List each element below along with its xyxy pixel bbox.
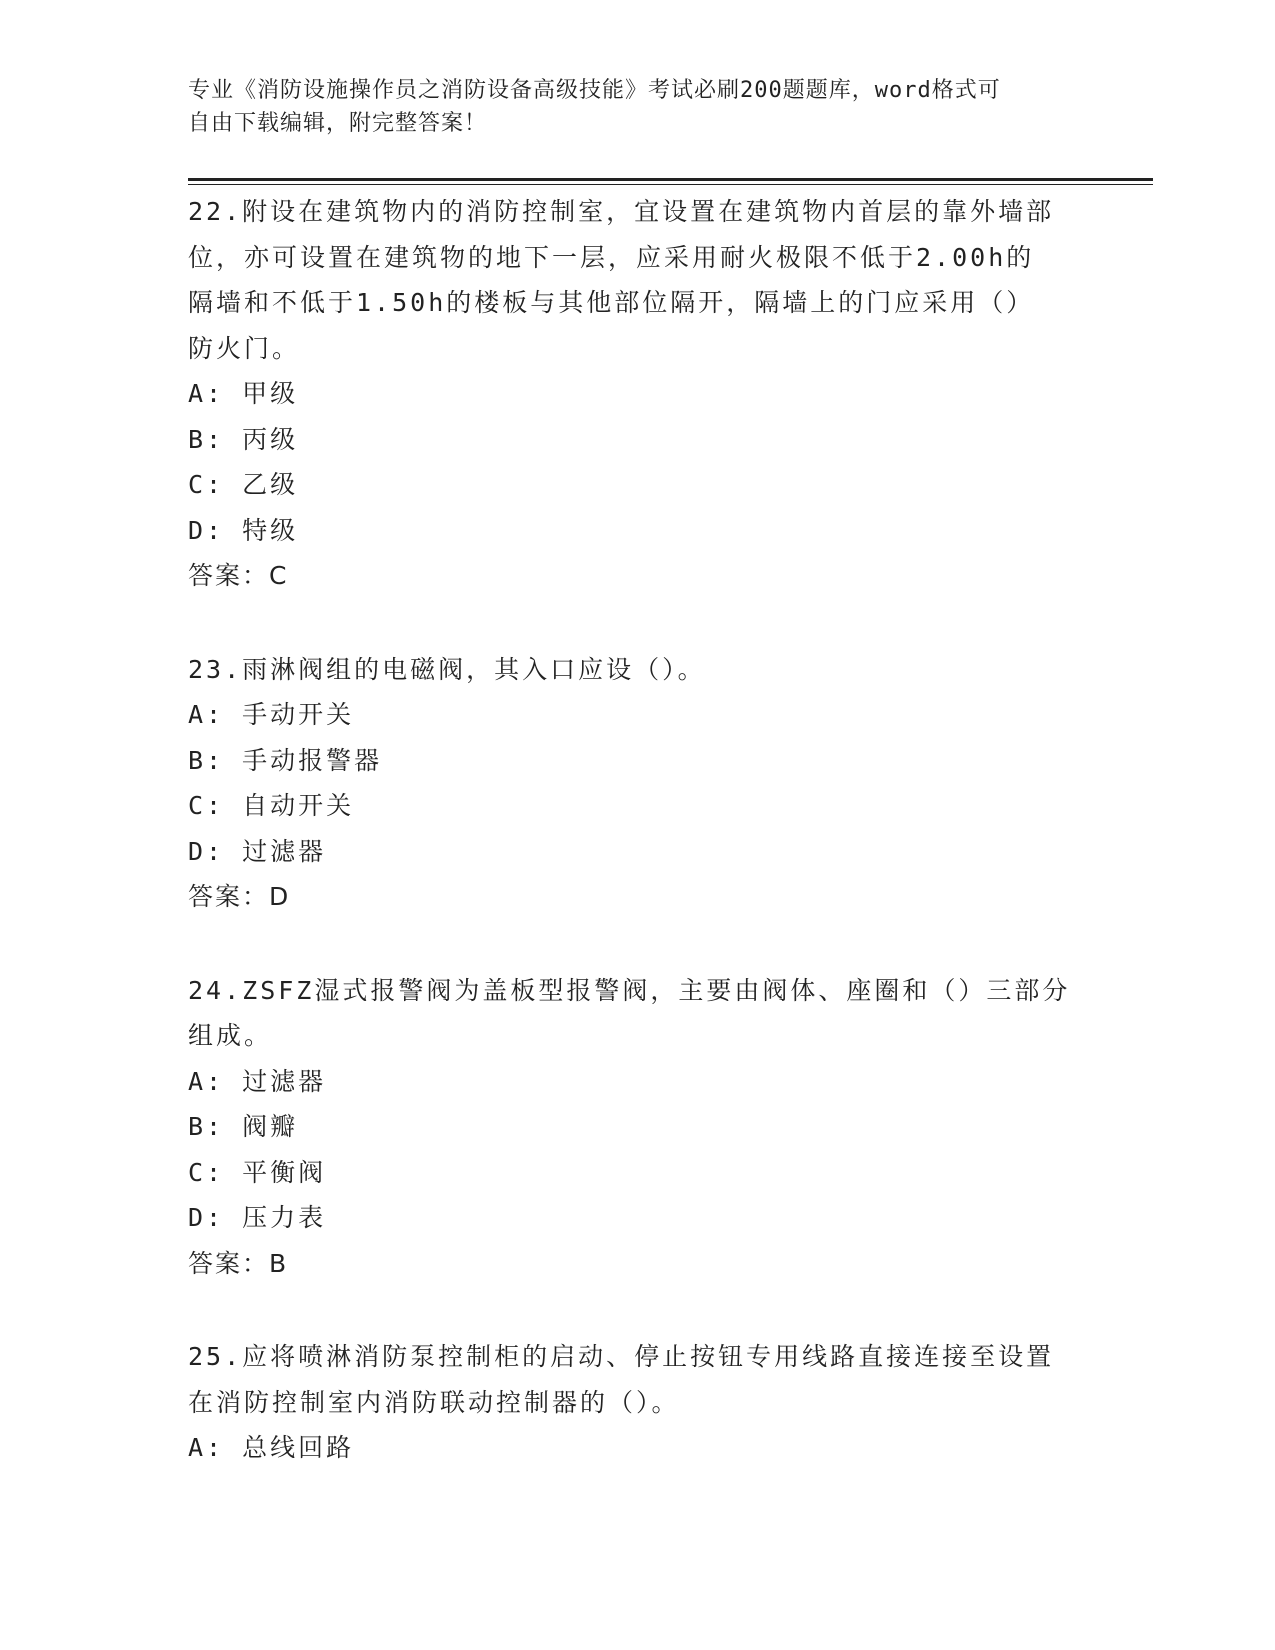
header-line-2: 自由下载编辑，附完整答案！ — [188, 111, 488, 136]
option-b: B: 手动报警器 — [188, 745, 383, 775]
option-a: A: 总线回路 — [188, 1433, 355, 1462]
question-stem-line: 23.雨淋阀组的电磁阀，其入口应设（）。 — [188, 654, 706, 684]
header-divider-thin — [188, 184, 1153, 185]
question-stem-line: 组成。 — [188, 1021, 273, 1050]
header-divider-thick — [188, 178, 1153, 181]
question-stem-line: 24.ZSFZ湿式报警阀为盖板型报警阀，主要由阀体、座圈和（）三部分 — [188, 975, 1071, 1005]
header-line-1: 专业《消防设施操作员之消防设备高级技能》考试必刷200题题库，word格式可 — [188, 78, 1001, 103]
question-25 — [188, 1334, 1088, 1471]
question-list — [188, 189, 1088, 1519]
answer-line: 答案：B — [188, 1248, 289, 1278]
question-stem-line: 22.附设在建筑物内的消防控制室，宜设置在建筑物内首层的靠外墙部 — [188, 197, 1055, 226]
option-d: D: 过滤器 — [188, 836, 327, 866]
option-d: D: 特级 — [188, 515, 299, 545]
option-b: B: 阀瓣 — [188, 1112, 299, 1141]
option-b: B: 丙级 — [188, 424, 299, 454]
question-stem-line: 25.应将喷淋消防泵控制柜的启动、停止按钮专用线路直接连接至设置 — [188, 1342, 1055, 1371]
question-stem-line: 防火门。 — [188, 333, 301, 363]
question-22 — [188, 189, 1088, 599]
question-stem-line: 位，亦可设置在建筑物的地下一层，应采用耐火极限不低于2.00h的 — [188, 242, 1035, 272]
question-stem-line: 在消防控制室内消防联动控制器的（）。 — [188, 1387, 680, 1417]
option-a: A: 甲级 — [188, 379, 299, 408]
option-c: C: 自动开关 — [188, 791, 355, 820]
answer-line: 答案：D — [188, 882, 291, 911]
option-d: D: 压力表 — [188, 1203, 327, 1232]
answer-line: 答案：C — [188, 561, 289, 590]
question-stem-line: 隔墙和不低于1.50h的楼板与其他部位隔开，隔墙上的门应采用（） — [188, 288, 1035, 317]
option-a: A: 手动开关 — [188, 700, 355, 729]
option-a: A: 过滤器 — [188, 1066, 327, 1096]
option-c: C: 平衡阀 — [188, 1157, 327, 1187]
question-23 — [188, 647, 1088, 920]
document-header — [188, 74, 1078, 140]
question-24 — [188, 968, 1088, 1287]
option-c: C: 乙级 — [188, 470, 299, 499]
